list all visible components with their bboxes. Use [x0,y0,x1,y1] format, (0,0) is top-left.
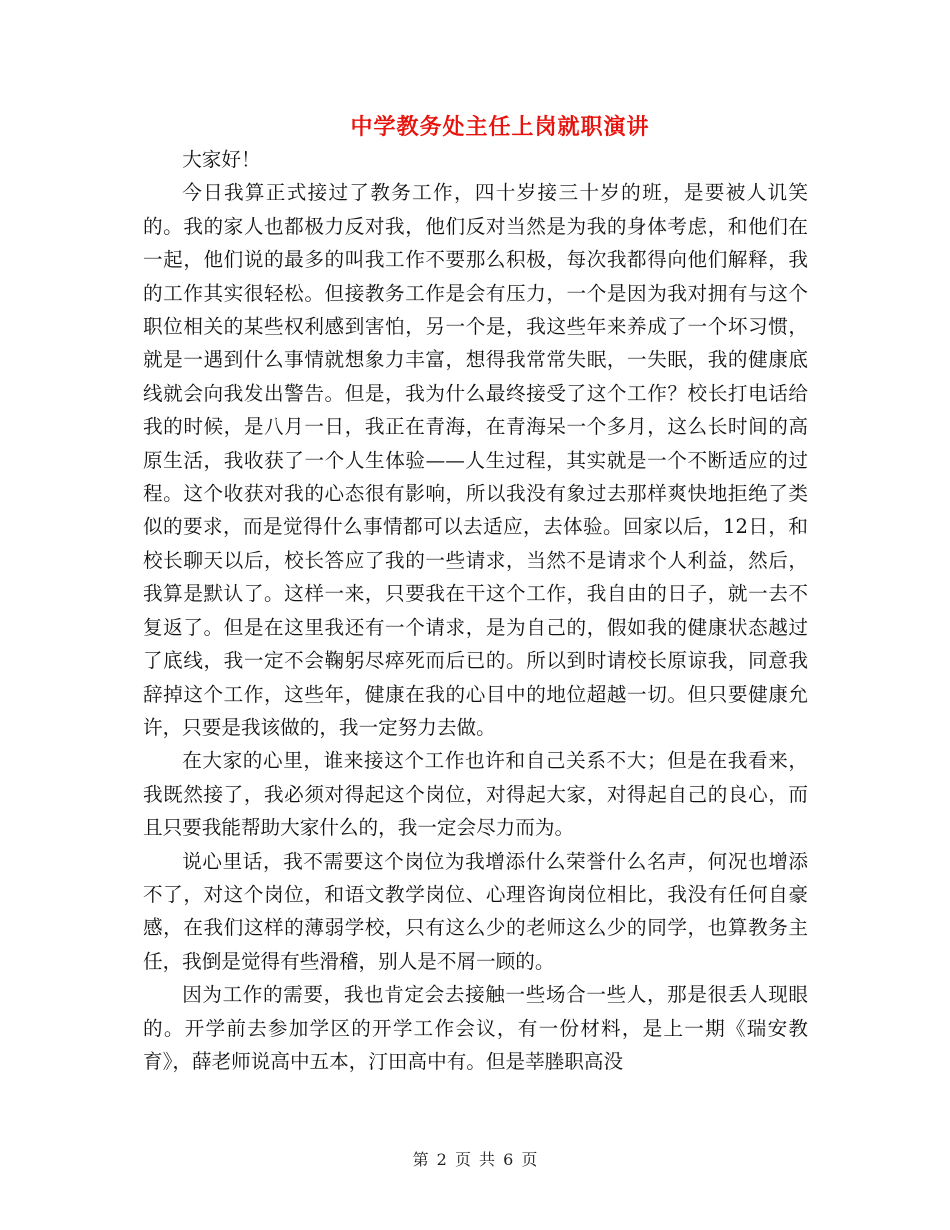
greeting-paragraph: 大家好！ [182,148,261,171]
body-paragraph: 今日我算正式接过了教务工作，四十岁接三十岁的班，是要被人讥笑的。我的家人也都极力反对我，他们反对当然是为我的身体考虑，和他们在一起，他们说的最多的叫我工作不要那么积极，每次我都得向他们解释，我的工作其实很轻松。但接教务工作是会有压力，一个是因为我对拥有与这个职位相关的某些权利感到害怕，另一个是，我这些年来养成了一个坏习惯，就是一遇到什么事情就想象力丰富，想得我常常失眠，一失眠，我的健康底线就会向我发出警告。但是，我为什么最终接受了这个工作？校长打电话给我的时候，是八月一日，我正在青海，在青海呆一个多月，这么长时间的高原生活，我收获了一个人生体验——人生过程，其实就是一个不断适应的过程。这个收获对我的心态很有影响，所以我没有象过去那样爽快地拒绝了类似的要求，而是觉得什么事情都可以去适应，去体验。回家以后，12日，和校长聊天以后，校长答应了我的一些请求，当然不是请求个人利益，然后，我算是默认了。这样一来，只要我在干这个工作，我自由的日子，就一去不复返了。但是在这里我还有一个请求，是为自己的，假如我的健康状态越过了底线，我一定不会鞠躬尽瘁死而后已的。所以到时请校长原谅我，同意我辞掉这个工作，这些年，健康在我的心目中的地位超越一切。但只要健康允许，只要是我该做的，我一定努力去做。 [143,181,808,739]
page-number-footer: 第 2 页 共 6 页 [412,1150,538,1169]
body-paragraph: 说心里话，我不需要这个岗位为我增添什么荣誉什么名声，何况也增添不了，对这个岗位，和语文教学岗位、心理咨询岗位相比，我没有任何自豪感，在我们这样的薄弱学校，只有这么少的老师这么少的同学，也算教务主任，我倒是觉得有些滑稽，别人是不屑一顾的。 [143,849,808,973]
document-title: 中学教务处主任上岗就职演讲 [350,114,650,140]
document-body [143,143,808,1078]
body-paragraph: 在大家的心里，谁来接这个工作也许和自己关系不大；但是在我看来，我既然接了，我必须对得起这个岗位，对得起大家，对得起自己的良心，而且只要我能帮助大家什么的，我一定会尽力而为。 [143,749,808,840]
body-paragraph: 因为工作的需要，我也肯定会去接触一些场合一些人，那是很丢人现眼的。开学前去参加学区的开学工作会议，有一份材料，是上一期《瑞安教育》，薛老师说高中五本，汀田高中有。但是莘塍职高没 [143,983,808,1073]
